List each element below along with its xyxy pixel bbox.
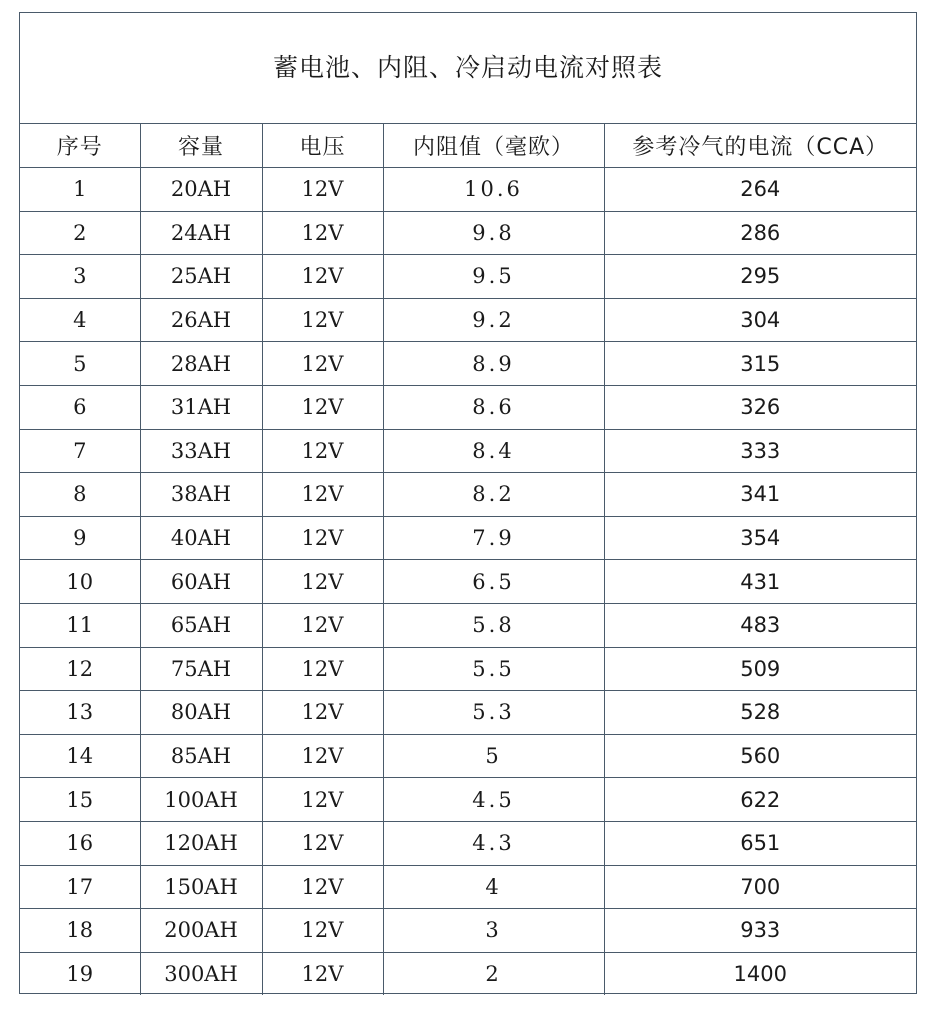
cell-cca: 354 [604, 516, 916, 560]
cell-voltage: 12V [262, 603, 383, 647]
header-resistance: 内阻值（毫欧） [383, 124, 604, 168]
table-row [20, 473, 916, 517]
cell-cca: 483 [604, 603, 916, 647]
cell-cca: 528 [604, 691, 916, 735]
cell-cca: 326 [604, 385, 916, 429]
cell-cca: 341 [604, 473, 916, 517]
header-voltage: 电压 [262, 124, 383, 168]
cell-index: 16 [20, 821, 140, 865]
table-row [20, 952, 916, 995]
cell-capacity: 28AH [140, 342, 262, 386]
cell-voltage: 12V [262, 560, 383, 604]
cell-voltage: 12V [262, 429, 383, 473]
cell-index: 17 [20, 865, 140, 909]
table-row [20, 560, 916, 604]
table-row [20, 865, 916, 909]
cell-voltage: 12V [262, 821, 383, 865]
cell-cca: 509 [604, 647, 916, 691]
header-capacity: 容量 [140, 124, 262, 168]
cell-voltage: 12V [262, 298, 383, 342]
cell-capacity: 20AH [140, 168, 262, 212]
cell-index: 15 [20, 778, 140, 822]
table-row [20, 385, 916, 429]
cell-voltage: 12V [262, 516, 383, 560]
cell-index: 8 [20, 473, 140, 517]
cell-resistance: 9.8 [383, 211, 604, 255]
cell-voltage: 12V [262, 952, 383, 995]
cell-voltage: 12V [262, 473, 383, 517]
cell-voltage: 12V [262, 778, 383, 822]
cell-resistance: 9.2 [383, 298, 604, 342]
cell-voltage: 12V [262, 385, 383, 429]
cell-index: 19 [20, 952, 140, 995]
cell-capacity: 65AH [140, 603, 262, 647]
cell-index: 4 [20, 298, 140, 342]
cell-capacity: 120AH [140, 821, 262, 865]
cell-capacity: 85AH [140, 734, 262, 778]
cell-cca: 700 [604, 865, 916, 909]
table-row [20, 429, 916, 473]
cell-cca: 304 [604, 298, 916, 342]
cell-resistance: 4.3 [383, 821, 604, 865]
cell-voltage: 12V [262, 909, 383, 953]
cell-resistance: 8.6 [383, 385, 604, 429]
cell-index: 1 [20, 168, 140, 212]
cell-resistance: 5.3 [383, 691, 604, 735]
header-index: 序号 [20, 124, 140, 168]
cell-capacity: 100AH [140, 778, 262, 822]
cell-index: 7 [20, 429, 140, 473]
cell-index: 11 [20, 603, 140, 647]
cell-capacity: 24AH [140, 211, 262, 255]
table-row [20, 778, 916, 822]
cell-resistance: 2 [383, 952, 604, 995]
comparison-table-sheet [19, 12, 917, 994]
cell-capacity: 80AH [140, 691, 262, 735]
cell-index: 2 [20, 211, 140, 255]
cell-capacity: 200AH [140, 909, 262, 953]
cell-voltage: 12V [262, 647, 383, 691]
cell-resistance: 10.6 [383, 168, 604, 212]
cell-resistance: 4 [383, 865, 604, 909]
cell-cca: 315 [604, 342, 916, 386]
table-row [20, 821, 916, 865]
cell-cca: 295 [604, 255, 916, 299]
cell-index: 6 [20, 385, 140, 429]
table-row [20, 168, 916, 212]
cell-index: 14 [20, 734, 140, 778]
cell-capacity: 300AH [140, 952, 262, 995]
cell-capacity: 75AH [140, 647, 262, 691]
cell-voltage: 12V [262, 342, 383, 386]
header-row [20, 124, 916, 168]
cell-voltage: 12V [262, 734, 383, 778]
cell-capacity: 60AH [140, 560, 262, 604]
table-row [20, 603, 916, 647]
cell-resistance: 6.5 [383, 560, 604, 604]
table-row [20, 909, 916, 953]
cell-capacity: 40AH [140, 516, 262, 560]
cell-index: 18 [20, 909, 140, 953]
table-row [20, 734, 916, 778]
cell-cca: 933 [604, 909, 916, 953]
cell-index: 9 [20, 516, 140, 560]
cell-capacity: 31AH [140, 385, 262, 429]
cell-cca: 1400 [733, 961, 787, 986]
table-row [20, 211, 916, 255]
cell-index: 5 [20, 342, 140, 386]
table-row [20, 691, 916, 735]
table-title: 蓄电池、内阻、冷启动电流对照表 [20, 13, 916, 124]
cell-voltage: 12V [262, 691, 383, 735]
cell-index: 12 [20, 647, 140, 691]
cell-cca: 651 [604, 821, 916, 865]
cell-voltage: 12V [262, 255, 383, 299]
cell-resistance: 8.9 [383, 342, 604, 386]
cell-voltage: 12V [262, 168, 383, 212]
cell-resistance: 7.9 [383, 516, 604, 560]
cell-cca: 286 [604, 211, 916, 255]
header-cca: 参考冷气的电流（CCA） [604, 124, 916, 168]
cell-cca: 264 [604, 168, 916, 212]
table-body [20, 168, 916, 996]
cell-capacity: 25AH [140, 255, 262, 299]
cell-cca: 431 [604, 560, 916, 604]
cell-index: 3 [20, 255, 140, 299]
cell-cca: 333 [604, 429, 916, 473]
cell-resistance: 5.5 [383, 647, 604, 691]
cell-resistance: 4.5 [383, 778, 604, 822]
table-row [20, 647, 916, 691]
table-row [20, 298, 916, 342]
cell-voltage: 12V [262, 211, 383, 255]
cell-capacity: 150AH [140, 865, 262, 909]
cell-resistance: 5.8 [383, 603, 604, 647]
cell-index: 10 [20, 560, 140, 604]
cell-cca: 622 [604, 778, 916, 822]
table-row [20, 516, 916, 560]
cell-index: 13 [20, 691, 140, 735]
cell-resistance: 8.4 [383, 429, 604, 473]
cell-capacity: 38AH [140, 473, 262, 517]
cell-cca: 560 [604, 734, 916, 778]
battery-table [20, 124, 916, 995]
cell-resistance: 5 [383, 734, 604, 778]
cell-capacity: 26AH [140, 298, 262, 342]
cell-capacity: 33AH [140, 429, 262, 473]
cell-voltage: 12V [262, 865, 383, 909]
cell-resistance: 8.2 [383, 473, 604, 517]
table-row [20, 255, 916, 299]
cell-resistance: 3 [383, 909, 604, 953]
cell-resistance: 9.5 [383, 255, 604, 299]
table-row [20, 342, 916, 386]
